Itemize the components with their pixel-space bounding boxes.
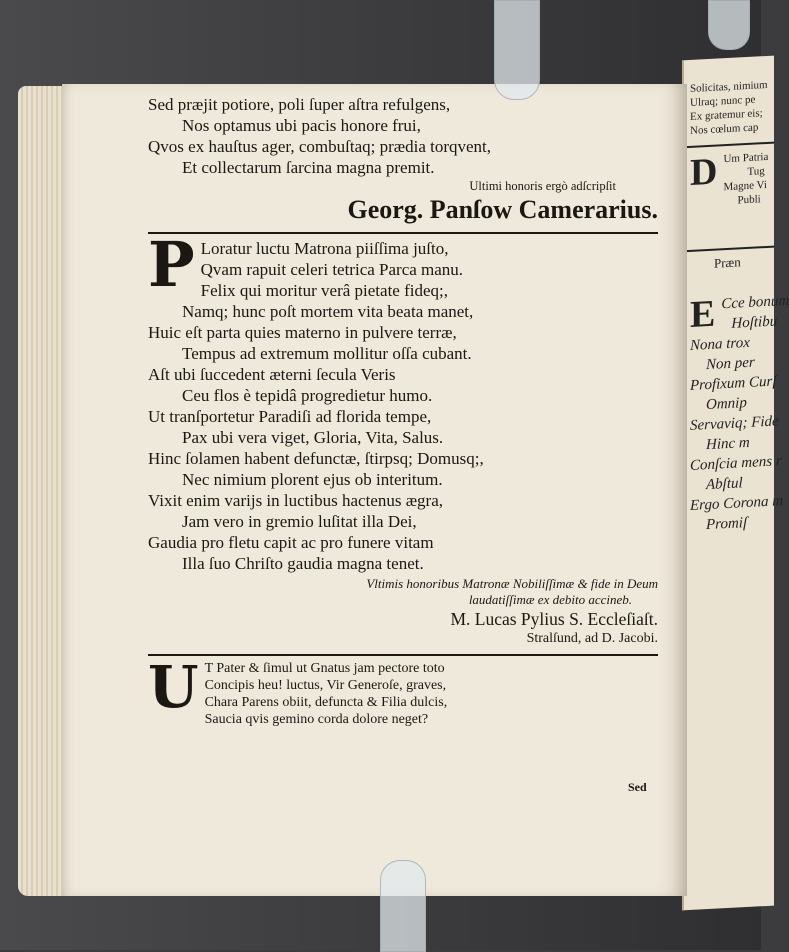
section-rule [148, 232, 658, 234]
dedication-line: Ultimi honoris ergò adſcripſit [469, 179, 616, 193]
page-clip [380, 860, 426, 952]
verse-line: Tempus ad extremum mollitur oſſa cubant. [182, 344, 472, 363]
verse-line: Qvam rapuit celeri tetrica Parca manu. [200, 260, 464, 279]
verse-line: Nos optamus ubi pacis honore frui, [182, 116, 421, 135]
place-line: Stralſund, ad D. Jacobi. [526, 631, 658, 646]
verse-line: Saucia qvis gemino corda dolore neget? [204, 712, 429, 727]
dedication-line: laudatiſſimæ ex debito accineb. [468, 592, 632, 607]
drop-capital: U [148, 653, 199, 721]
poem-1 [148, 94, 658, 226]
verse-line: Jam vero in gremio luſitat illa Dei, [182, 512, 417, 531]
author-signature: Georg. Panſow Camerarius. [347, 195, 658, 224]
verse-line: Ut tranſportetur Paradiſi ad florida tempe, [148, 407, 432, 426]
facing-page [682, 56, 789, 911]
verse-line: Qvos ex hauſtus ager, combuſtaq; prædia torqvent, [148, 137, 492, 156]
verse-line: Et collectarum ſarcina magna premit. [182, 158, 435, 177]
verse-line: Chara Parens obiit, defuncta & Filia dulcis, [204, 695, 448, 710]
facing-line: Solicitas, nimium [690, 78, 768, 95]
facing-line: Ulraq; nunc pe [690, 93, 756, 109]
facing-line: Hinc m [706, 434, 750, 454]
verse-line: Loratur luctu Matrona piiſſima juſto, [200, 239, 449, 258]
verse-line: Vixit enim varijs in luctibus hactenus ægra, [148, 491, 444, 510]
facing-line: Ex gratemur eis; [690, 107, 763, 123]
facing-line: Ergo Corona m [690, 493, 784, 514]
facing-line: Servaviq; Fide [690, 413, 779, 434]
verse-line: T Pater & ſimul ut Gnatus jam pectore toto [204, 661, 445, 676]
verse-line: Gaudia pro fletu capit ac pro funere vitam [148, 533, 434, 552]
facing-line: Promiſ [706, 514, 748, 534]
facing-line: Nona trox [690, 334, 750, 354]
verse-line: Ceu flos è tepidâ progredietur humo. [182, 386, 433, 405]
drop-capital: P [148, 228, 195, 301]
catchword: Sed [628, 780, 647, 794]
verse-line: Pax ubi vera viget, Gloria, Vita, Salus. [182, 428, 444, 447]
facing-line: Conſcia mens r [690, 453, 782, 474]
verse-line: Huic eſt parta quies materno in pulvere terræ, [148, 323, 457, 342]
verse-line: Sed præjit potiore, poli ſuper aſtra refulgens, [148, 95, 451, 114]
verse-line: Hinc ſolamen habent defunctæ, ſtirpsq; Domusq;, [148, 449, 484, 468]
facing-line: Tug [747, 165, 765, 178]
section-rule [148, 654, 658, 656]
poem-2 [148, 228, 658, 648]
page-clip [494, 0, 540, 100]
verse-line: Concipis heu! luctus, Vir Generoſe, graves, [204, 678, 447, 693]
facing-rule [684, 142, 774, 149]
facing-line: Um Patria [723, 150, 769, 166]
facing-line: Publi [737, 193, 761, 207]
facing-dropcap: E [690, 292, 716, 336]
page-text [148, 94, 658, 728]
verse-line: Illa ſuo Chriſto gaudia magna tenet. [182, 554, 424, 573]
facing-line: Magne Vi [723, 178, 767, 194]
dedication-line: Vltimis honoribus Matronæ Nobiliſſimæ & fide in Deum [366, 576, 658, 591]
author-signature: M. Lucas Pylius S. Eccleſiaſt. [450, 609, 658, 629]
facing-line: Nos cœlum cap [690, 121, 759, 137]
verse-line: Namq; hunc poſt mortem vita beata manet, [182, 302, 474, 321]
verse-line: Felix qui moritur verâ pietate fideq;, [200, 281, 448, 300]
facing-line: Hoſtibu [731, 313, 778, 332]
facing-dropcap: D [690, 150, 718, 194]
poem-3 [148, 653, 658, 728]
facing-line: Non per [706, 354, 755, 374]
facing-heading: Præn [714, 254, 741, 271]
page-clip [708, 0, 750, 50]
facing-line: Abſtul [706, 475, 743, 494]
facing-line: Profixum Curſ [690, 373, 777, 394]
facing-rule [684, 246, 774, 253]
facing-line: Omnip [706, 395, 747, 414]
verse-line: Aſt ubi ſuccedent æterni ſecula Veris [148, 365, 396, 384]
facing-line: Cce bonum [721, 292, 789, 313]
verse-line: Nec nimium plorent ejus ob interitum. [182, 470, 443, 489]
